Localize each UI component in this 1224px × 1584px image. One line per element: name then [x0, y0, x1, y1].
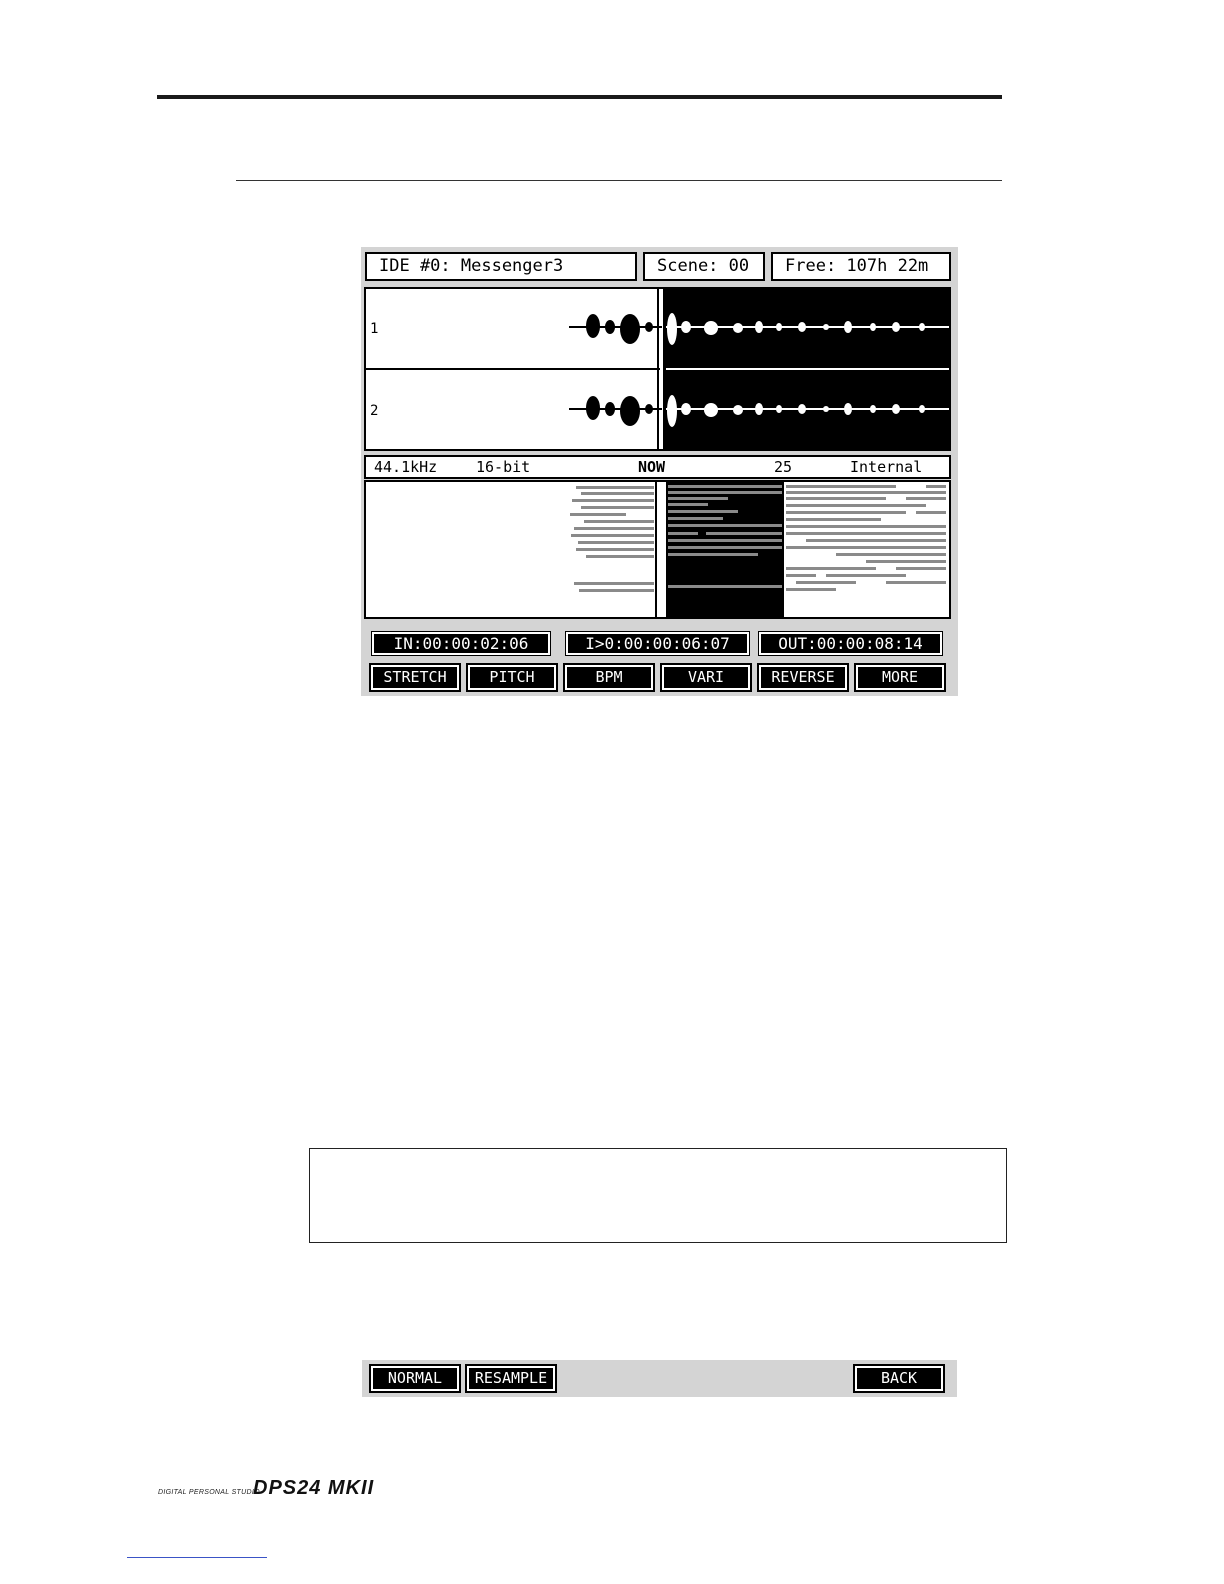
project-name: IDE #0: Messenger3 [379, 256, 564, 276]
stretch-button[interactable]: STRETCH [371, 665, 459, 690]
submenu-softkeys [362, 1360, 957, 1397]
vari-button[interactable]: VARI [662, 665, 750, 690]
note-box [309, 1148, 1007, 1243]
scene-label: Scene: 00 [657, 256, 750, 276]
project-name-box[interactable] [365, 252, 637, 281]
overview-display [366, 482, 949, 617]
sync-source: Internal [850, 458, 923, 476]
frame-rate: 25 [774, 458, 793, 476]
brand-tagline: DIGITAL PERSONAL STUDIO [158, 1489, 260, 1496]
now-timecode[interactable]: I>0:00:00:06:07 [566, 632, 749, 655]
header-rule [157, 95, 1002, 99]
free-space-label: Free: 107h 22m [785, 256, 929, 276]
bit-depth: 16-bit [476, 458, 531, 476]
arrange-overview[interactable] [364, 480, 951, 619]
footer-link-underline [127, 1557, 267, 1558]
scene-box[interactable] [643, 252, 765, 281]
waveform-display [366, 289, 949, 449]
in-point-timecode[interactable]: IN:00:00:02:06 [372, 632, 550, 655]
bpm-button[interactable]: BPM [565, 665, 653, 690]
track-number-2: 2 [370, 403, 379, 419]
status-bar [364, 455, 951, 479]
more-button[interactable]: MORE [856, 665, 944, 690]
sample-rate: 44.1kHz [374, 458, 438, 476]
resample-button[interactable]: RESAMPLE [467, 1366, 555, 1391]
normal-button[interactable]: NORMAL [371, 1366, 459, 1391]
track-waveforms[interactable] [364, 287, 951, 451]
brand-logo: DPS24 MKII [253, 1477, 375, 1499]
out-point-timecode[interactable]: OUT:00:00:08:14 [759, 632, 942, 655]
pitch-button[interactable]: PITCH [468, 665, 556, 690]
mode-indicator: NOW [638, 458, 666, 476]
back-button[interactable]: BACK [855, 1366, 943, 1391]
lcd-screen [361, 247, 958, 696]
overview-selection [666, 482, 784, 617]
section-rule [236, 180, 1002, 181]
reverse-button[interactable]: REVERSE [759, 665, 847, 690]
now-cursor [657, 289, 659, 449]
track-number-1: 1 [370, 321, 379, 337]
free-space-box [771, 252, 951, 281]
